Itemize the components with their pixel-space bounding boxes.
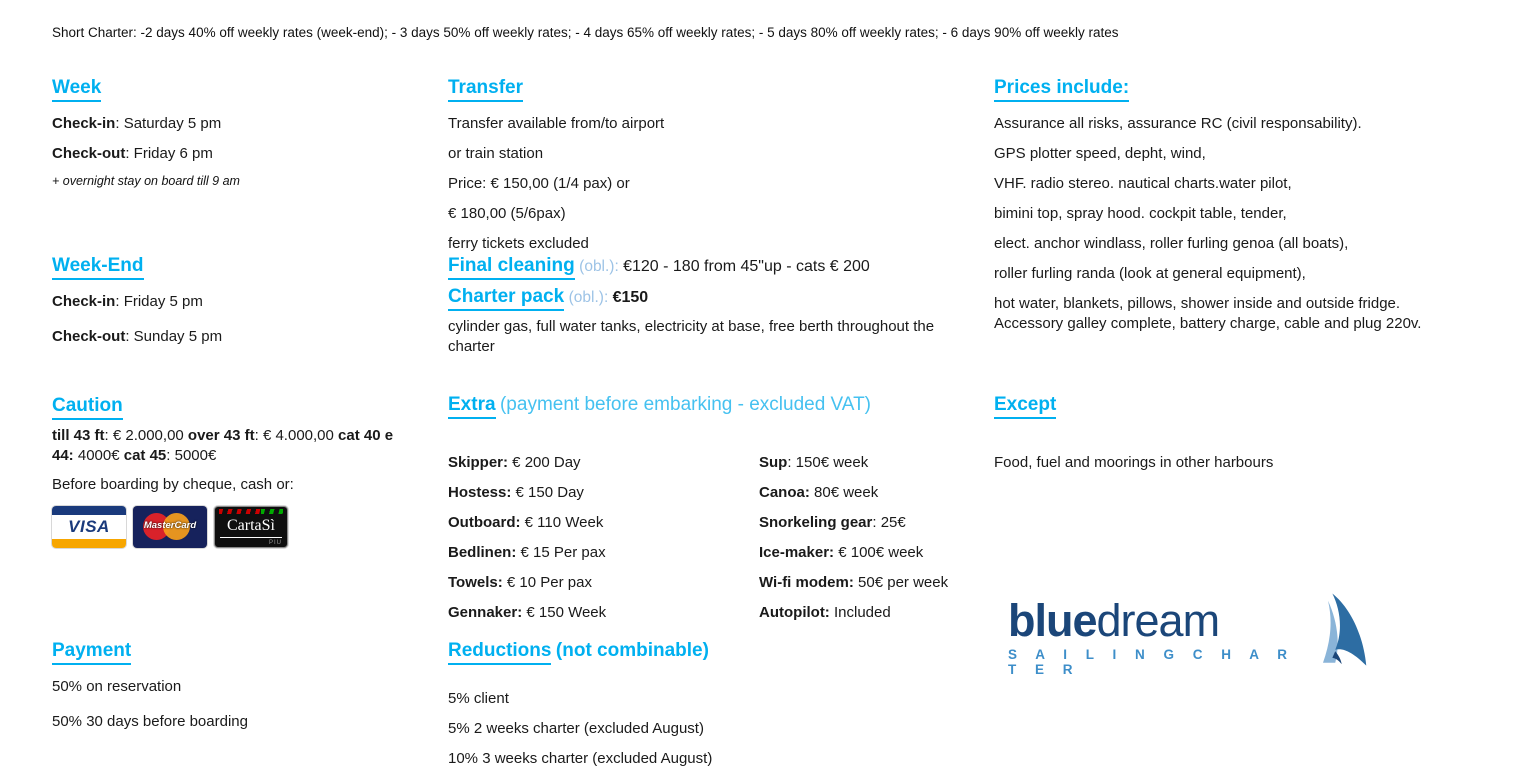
extra-row (448, 573, 988, 592)
extra-item: Snorkeling gear: 25€ (759, 514, 906, 531)
cartasi-green-stripes-icon (261, 509, 283, 514)
extra-item: Skipper: € 200 Day (448, 454, 581, 471)
mastercard-logo-text: MasterCard (143, 520, 197, 531)
extra-item: Canoa: 80€ week (759, 484, 879, 501)
cartasi-piu-text: PIU (268, 540, 282, 546)
except-heading: Except (994, 394, 1056, 419)
short-charter-note: Short Charter: -2 days 40% off weekly rates (week-end); - 3 days 50% off weekly rates; - 4 days 65% off weekly rates; - 5 days 80% off weekly rates; - 6 days 90% off weekly rates (52, 25, 1119, 40)
section-payment (52, 640, 412, 747)
bluedream-tagline: S A I L I N G C H A R T E R (1008, 647, 1295, 677)
extra-item: Ice-maker: € 100€ week (759, 544, 924, 561)
week-overnight-note: + overnight stay on board till 9 am (52, 174, 240, 188)
extra-row (448, 453, 988, 472)
extra-heading-row (448, 394, 988, 431)
prices-include-line: bimini top, spray hood. cockpit table, tender, (994, 205, 1287, 222)
final-cleaning-value: €120 - 180 from 45"up - cats € 200 (623, 258, 870, 275)
cartasi-logo-text: CartaSì (220, 517, 282, 538)
sailboat-icon (1310, 584, 1368, 678)
caution-deposit-line: till 43 ft: € 2.000,00 over 43 ft: € 4.000,00 cat 40 e 44: 4000€ cat 45: 5000€ (52, 427, 394, 464)
section-caution (52, 395, 417, 548)
extra-item: Towels: € 10 Per pax (448, 574, 592, 591)
prices-include-heading: Prices include: (994, 77, 1129, 102)
extra-row (448, 483, 988, 502)
week-checkout: Check-out: Friday 6 pm (52, 145, 213, 162)
charter-pack-description: cylinder gas, full water tanks, electricity at base, free berth throughout the charter (448, 318, 935, 355)
except-line: Food, fuel and moorings in other harbours (994, 454, 1274, 471)
transfer-line: ferry tickets excluded (448, 235, 589, 252)
section-extra (448, 394, 988, 633)
charter-pack-value: €150 (612, 289, 649, 306)
extra-items-list (448, 453, 988, 622)
extra-item: Autopilot: Included (759, 604, 891, 621)
section-weekend (52, 255, 412, 362)
extra-row (448, 543, 988, 562)
final-cleaning-obl: (obl.): (579, 258, 619, 275)
extra-item: Outboard: € 110 Week (448, 514, 604, 531)
payment-line: 50% 30 days before boarding (52, 713, 248, 730)
visa-logo-text: VISA (68, 517, 110, 536)
charter-pack-row (448, 286, 988, 311)
bluedream-wordmark: bluedream (1008, 595, 1220, 646)
payment-card-logos (52, 506, 417, 548)
transfer-line: € 180,00 (5/6pax) (448, 205, 566, 222)
section-except (994, 394, 1474, 483)
transfer-line: Transfer available from/to airport (448, 115, 665, 132)
visa-logo (52, 506, 126, 548)
section-transfer (448, 77, 948, 264)
reductions-line: 5% 2 weeks charter (excluded August) (448, 720, 704, 737)
extra-heading: Extra (448, 394, 496, 419)
section-prices-include (994, 77, 1494, 334)
section-reductions (448, 640, 948, 768)
section-final-cleaning (448, 255, 988, 357)
reductions-heading: Reductions (448, 640, 551, 665)
extra-item: Bedlinen: € 15 Per pax (448, 544, 606, 561)
extra-item: Sup: 150€ week (759, 454, 869, 471)
extra-subtitle: (payment before embarking - excluded VAT) (499, 394, 872, 415)
charter-pack-obl: (obl.): (568, 289, 609, 306)
extra-item: Hostess: € 150 Day (448, 484, 584, 501)
reductions-subtitle: (not combinable) (555, 640, 709, 661)
extra-item: Wi-fi modem: 50€ per week (759, 574, 949, 591)
payment-heading: Payment (52, 640, 131, 665)
cartasi-logo (214, 506, 288, 548)
reductions-line: 5% client (448, 690, 509, 707)
mastercard-logo (133, 506, 207, 548)
bluedream-logo-words (1008, 584, 1304, 677)
bluedream-logo (1008, 584, 1368, 678)
prices-include-line: VHF. radio stereo. nautical charts.water pilot, (994, 175, 1292, 192)
extra-row (448, 513, 988, 532)
charter-pack-heading: Charter pack (448, 286, 564, 311)
transfer-line: Price: € 150,00 (1/4 pax) or (448, 175, 630, 192)
final-cleaning-row (448, 255, 988, 280)
extra-row (448, 603, 988, 622)
caution-heading: Caution (52, 395, 123, 420)
prices-include-block: hot water, blankets, pillows, shower inside and outside fridge. Accessory galley complete, battery charge, cable and plug 220v. (994, 295, 1422, 332)
transfer-line: or train station (448, 145, 544, 162)
reductions-heading-row (448, 640, 948, 677)
prices-include-line: GPS plotter speed, depht, wind, (994, 145, 1206, 162)
weekend-checkin: Check-in: Friday 5 pm (52, 293, 203, 310)
weekend-heading: Week-End (52, 255, 144, 280)
payment-line: 50% on reservation (52, 678, 182, 695)
reductions-line: 10% 3 weeks charter (excluded August) (448, 750, 713, 767)
caution-payment-method-line: Before boarding by cheque, cash or: (52, 476, 294, 493)
week-checkin: Check-in: Saturday 5 pm (52, 115, 222, 132)
final-cleaning-heading: Final cleaning (448, 255, 575, 280)
transfer-heading: Transfer (448, 77, 523, 102)
section-week (52, 77, 412, 188)
prices-include-line: elect. anchor windlass, roller furling genoa (all boats), (994, 235, 1349, 252)
extra-item: Gennaker: € 150 Week (448, 604, 607, 621)
prices-include-line: Assurance all risks, assurance RC (civil responsability). (994, 115, 1362, 132)
weekend-checkout: Check-out: Sunday 5 pm (52, 328, 223, 345)
prices-include-line: roller furling randa (look at general equipment), (994, 265, 1306, 282)
week-heading: Week (52, 77, 101, 102)
